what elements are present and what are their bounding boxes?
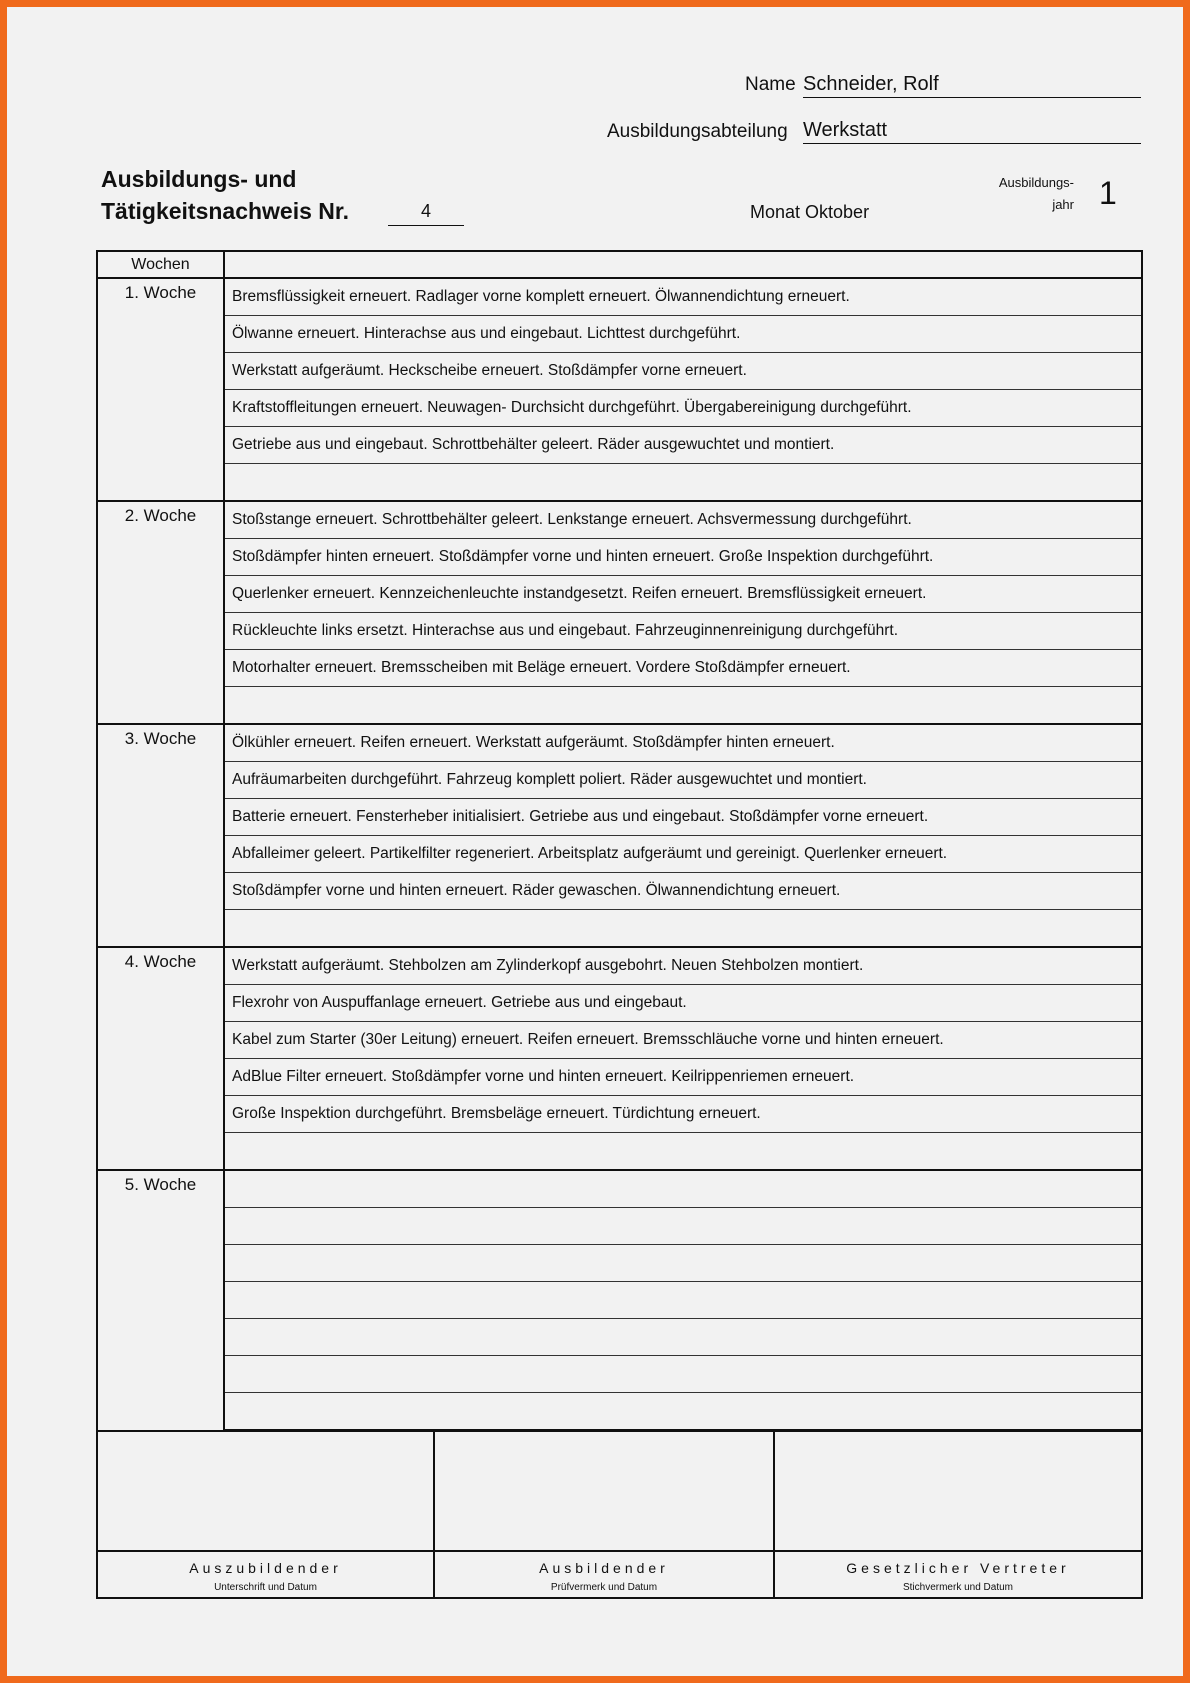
activity-entry[interactable]: Ölkühler erneuert. Reifen erneuert. Werkstatt aufgeräumt. Stoßdämpfer hinten erneuert. (224, 724, 1142, 762)
signature-caption-guardian (774, 1551, 1142, 1598)
activity-entry[interactable]: Bremsflüssigkeit erneuert. Radlager vorne komplett erneuert. Ölwannendichtung erneuert. (224, 278, 1142, 316)
name-value[interactable]: Schneider, Rolf (803, 73, 1141, 98)
table-row (97, 836, 1142, 873)
training-year-label (967, 172, 1074, 216)
table-row (97, 799, 1142, 836)
table-row (97, 1319, 1142, 1356)
signature-box-trainer[interactable] (434, 1431, 774, 1551)
table-row (97, 650, 1142, 687)
month-label: Monat Oktober (750, 202, 870, 222)
activity-entry[interactable]: Große Inspektion durchgeführt. Bremsbeläge erneuert. Türdichtung erneuert. (224, 1096, 1142, 1133)
record-number[interactable]: 4 (388, 201, 464, 226)
table-row (97, 1393, 1142, 1431)
title-line-2: Tätigkeitsnachweis Nr. (101, 198, 349, 224)
table-row (97, 278, 1142, 316)
week-label: 2. Woche (97, 501, 224, 724)
activity-table (96, 250, 1143, 1431)
table-row (97, 1059, 1142, 1096)
department-value[interactable]: Werkstatt (803, 119, 1141, 144)
table-row (97, 762, 1142, 799)
activity-entry[interactable] (224, 1208, 1142, 1245)
activity-entry[interactable] (224, 1282, 1142, 1319)
page-title (101, 163, 349, 227)
table-row (97, 353, 1142, 390)
signature-table (96, 1430, 1143, 1599)
activity-entry[interactable]: Motorhalter erneuert. Bremsscheiben mit Beläge erneuert. Vordere Stoßdämpfer erneuert. (224, 650, 1142, 687)
week-label: 1. Woche (97, 278, 224, 501)
table-header-row (97, 251, 1142, 278)
table-row (97, 1356, 1142, 1393)
weeks-column-header: Wochen (97, 251, 224, 278)
name-label: Name (745, 74, 796, 95)
week-label: 3. Woche (97, 724, 224, 947)
activity-entry[interactable]: Getriebe aus und eingebaut. Schrottbehälter geleert. Räder ausgewuchtet und montiert. (224, 427, 1142, 464)
table-row (97, 1022, 1142, 1059)
training-year-label-line-1: Ausbildungs- (998, 175, 1074, 190)
signature-caption-trainee (97, 1551, 434, 1598)
activity-entry[interactable]: Rückleuchte links ersetzt. Hinterachse aus und eingebaut. Fahrzeuginnenreinigung durchgeführt. (224, 613, 1142, 650)
table-row (97, 873, 1142, 910)
department-label: Ausbildungsabteilung (607, 121, 788, 142)
table-row (97, 501, 1142, 539)
activity-entry[interactable]: Kabel zum Starter (30er Leitung) erneuert. Reifen erneuert. Bremsschläuche vorne und hinten erneuert. (224, 1022, 1142, 1059)
signature-title: Ausbildender (539, 1560, 669, 1576)
week-label: 5. Woche (97, 1170, 224, 1430)
entries-column-header (224, 251, 1142, 278)
table-row (97, 1245, 1142, 1282)
activity-entry[interactable]: Kraftstoffleitungen erneuert. Neuwagen- Durchsicht durchgeführt. Übergabereinigung durchgeführt. (224, 390, 1142, 427)
signature-subtitle: Unterschrift und Datum (214, 1582, 317, 1593)
activity-entry[interactable]: Flexrohr von Auspuffanlage erneuert. Getriebe aus und eingebaut. (224, 985, 1142, 1022)
activity-entry[interactable]: Stoßdämpfer hinten erneuert. Stoßdämpfer vorne und hinten erneuert. Große Inspektion durchgeführt. (224, 539, 1142, 576)
table-row (97, 390, 1142, 427)
table-row (97, 576, 1142, 613)
activity-entry[interactable] (224, 1356, 1142, 1393)
activity-entry[interactable]: Querlenker erneuert. Kennzeichenleuchte instandgesetzt. Reifen erneuert. Bremsflüssigkeit erneuert. (224, 576, 1142, 613)
activity-entry[interactable]: Werkstatt aufgeräumt. Stehbolzen am Zylinderkopf ausgebohrt. Neuen Stehbolzen montiert. (224, 947, 1142, 985)
activity-entry[interactable]: Aufräumarbeiten durchgeführt. Fahrzeug komplett poliert. Räder ausgewuchtet und montiert. (224, 762, 1142, 799)
signature-subtitle: Prüfvermerk und Datum (550, 1582, 658, 1593)
table-row (97, 985, 1142, 1022)
training-year-value[interactable]: 1 (1099, 175, 1117, 211)
table-row (97, 1096, 1142, 1133)
signature-caption-trainer (434, 1551, 774, 1598)
table-row (97, 687, 1142, 725)
activity-entry[interactable]: Stoßdämpfer vorne und hinten erneuert. Räder gewaschen. Ölwannendichtung erneuert. (224, 873, 1142, 910)
table-row (97, 613, 1142, 650)
table-row (97, 910, 1142, 948)
week-label: 4. Woche (97, 947, 224, 1170)
signature-box-trainee[interactable] (97, 1431, 434, 1551)
activity-entry[interactable]: Stoßstange erneuert. Schrottbehälter geleert. Lenkstange erneuert. Achsvermessung durchgeführt. (224, 501, 1142, 539)
activity-entry[interactable]: AdBlue Filter erneuert. Stoßdämpfer vorne und hinten erneuert. Keilrippenriemen erneuert. (224, 1059, 1142, 1096)
activity-entry[interactable]: Werkstatt aufgeräumt. Heckscheibe erneuert. Stoßdämpfer vorne erneuert. (224, 353, 1142, 390)
activity-entry[interactable]: Batterie erneuert. Fensterheber initialisiert. Getriebe aus und eingebaut. Stoßdämpfer vorne erneuert. (224, 799, 1142, 836)
table-row (97, 1170, 1142, 1208)
activity-entry[interactable] (224, 1245, 1142, 1282)
signature-box-guardian[interactable] (774, 1431, 1142, 1551)
signature-subtitle: Stichvermerk und Datum (902, 1582, 1014, 1593)
table-row (97, 539, 1142, 576)
table-row (97, 316, 1142, 353)
table-row (97, 427, 1142, 464)
table-row (97, 464, 1142, 502)
activity-entry[interactable] (224, 1133, 1142, 1171)
table-row (97, 1208, 1142, 1245)
training-year-label-line-2: jahr (1052, 197, 1074, 212)
activity-entry[interactable] (224, 910, 1142, 948)
activity-entry[interactable] (224, 1319, 1142, 1356)
activity-entry[interactable]: Abfalleimer geleert. Partikelfilter regeneriert. Arbeitsplatz aufgeräumt und gereinigt. Querlenker erneuert. (224, 836, 1142, 873)
activity-entry[interactable] (224, 1170, 1142, 1208)
table-row (97, 1133, 1142, 1171)
title-line-1: Ausbildungs- und (101, 166, 297, 192)
activity-entry[interactable] (224, 464, 1142, 502)
activity-entry[interactable] (224, 687, 1142, 725)
table-row (97, 947, 1142, 985)
table-row (97, 724, 1142, 762)
activity-entry[interactable]: Ölwanne erneuert. Hinterachse aus und eingebaut. Lichttest durchgeführt. (224, 316, 1142, 353)
activity-entry[interactable] (224, 1393, 1142, 1431)
signature-title: Gesetzlicher Vertreter (846, 1560, 1070, 1576)
table-row (97, 1282, 1142, 1319)
signature-title: Auszubildender (189, 1560, 342, 1576)
